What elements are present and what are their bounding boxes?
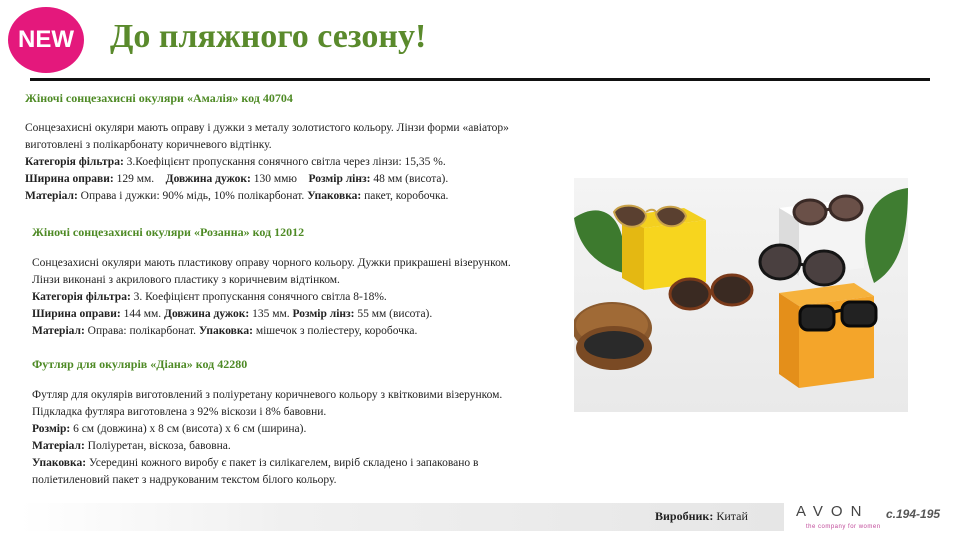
frame-width-label: Ширина оправи: xyxy=(25,173,114,185)
packaging-row xyxy=(32,455,522,489)
filter-row xyxy=(25,154,525,171)
frame-width-label: Ширина оправи: xyxy=(32,308,121,320)
material-value: Поліуретан, віскоза, бавовна. xyxy=(87,440,231,452)
avon-tagline: the company for women xyxy=(806,524,881,530)
packaging-label: Упаковка: xyxy=(32,457,87,469)
lens-size-label: Розмір лінз: xyxy=(292,308,355,320)
manufacturer xyxy=(655,509,748,524)
material-label: Матеріал: xyxy=(25,190,78,202)
manufacturer-label: Виробник: xyxy=(655,509,714,523)
temple-length-value: 130 ммю xyxy=(253,173,297,185)
material-row xyxy=(25,188,525,205)
new-badge xyxy=(8,7,84,73)
packaging-value: пакет, коробочка. xyxy=(364,190,449,202)
lens-size-value: 55 мм (висота). xyxy=(357,308,433,320)
material-label: Матеріал: xyxy=(32,325,85,337)
material-label: Матеріал: xyxy=(32,440,85,452)
manufacturer-value: Китай xyxy=(716,509,748,523)
product-block-rozanna xyxy=(32,224,522,340)
packaging-label: Упаковка: xyxy=(307,190,362,202)
frame-width-value: 144 мм. xyxy=(123,308,162,320)
size-value: 6 см (довжина) х 8 см (висота) х 6 см (ширина). xyxy=(73,423,307,435)
lens-size-value: 48 мм (висота). xyxy=(373,173,449,185)
dimensions-row xyxy=(32,306,522,323)
product-heading: Футляр для окулярів «Діана» код 42280 xyxy=(32,357,248,371)
product-heading: Жіночі сонцезахисні окуляри «Амалія» код 40704 xyxy=(25,91,293,105)
filter-label: Категорія фільтра: xyxy=(32,291,131,303)
packaging-value: Усередині кожного виробу є пакет із силікагелем, виріб складено і запаковано в поліетиленовий пакет з надрукованим текстом білого кольору. xyxy=(32,457,479,486)
lens-size-label: Розмір лінз: xyxy=(308,173,371,185)
product-block-diana xyxy=(32,356,522,489)
dimensions-row xyxy=(25,171,525,188)
temple-length-label: Довжина дужок: xyxy=(165,173,251,185)
product-heading: Жіночі сонцезахисні окуляри «Розанна» код 12012 xyxy=(32,225,305,239)
filter-value: 3.Коефіцієнт пропускання сонячного світла через лінзи: 15,35 %. xyxy=(126,156,446,168)
material-value: Оправа: полікарбонат. xyxy=(87,325,196,337)
temple-length-value: 135 мм. xyxy=(252,308,290,320)
temple-length-label: Довжина дужок: xyxy=(164,308,250,320)
material-value: Оправа і дужки: 90% мідь, 10% полікарбонат. xyxy=(80,190,305,202)
material-row xyxy=(32,323,522,340)
material-row xyxy=(32,438,522,455)
size-row xyxy=(32,421,522,438)
tortoise-sunglasses xyxy=(670,275,752,309)
page-title: До пляжного сезону! xyxy=(110,18,427,55)
avon-logo: AVON xyxy=(796,503,870,520)
product-block-amalia xyxy=(25,90,525,205)
product-description: Сонцезахисні окуляри мають пластикову оправу чорного кольору. Дужки прикрашені візерунком. Лінзи виконані з акрилового пластику з коричневим відтінком. xyxy=(32,257,511,286)
size-label: Розмір: xyxy=(32,423,71,435)
frame-width-value: 129 мм. xyxy=(116,173,155,185)
page-numbers: с.194-195 xyxy=(886,507,941,521)
title-divider xyxy=(30,78,930,81)
leaf-right-icon xyxy=(865,188,908,283)
product-description: Сонцезахисні окуляри мають оправу і дужки з металу золотистого кольору. Лінзи форми «авіатор» виготовлені з полікарбонату коричневого відтінку. xyxy=(25,122,509,151)
packaging-label: Упаковка: xyxy=(198,325,253,337)
filter-row xyxy=(32,289,522,306)
sunglasses-photo-illustration xyxy=(574,178,908,412)
filter-value: 3. Коефіцієнт пропускання сонячного світла 8-18%. xyxy=(133,291,387,303)
product-photo xyxy=(574,178,908,412)
packaging-value: мішечок з поліестеру, коробочка. xyxy=(255,325,418,337)
filter-label: Категорія фільтра: xyxy=(25,156,124,168)
new-badge-label: NEW xyxy=(18,26,74,53)
product-description: Футляр для окулярів виготовлений з поліуретану коричневого кольору з квітковими візерунком. Підкладка футляра виготовлена з 92% віскози і 8% бавовни. xyxy=(32,389,503,418)
